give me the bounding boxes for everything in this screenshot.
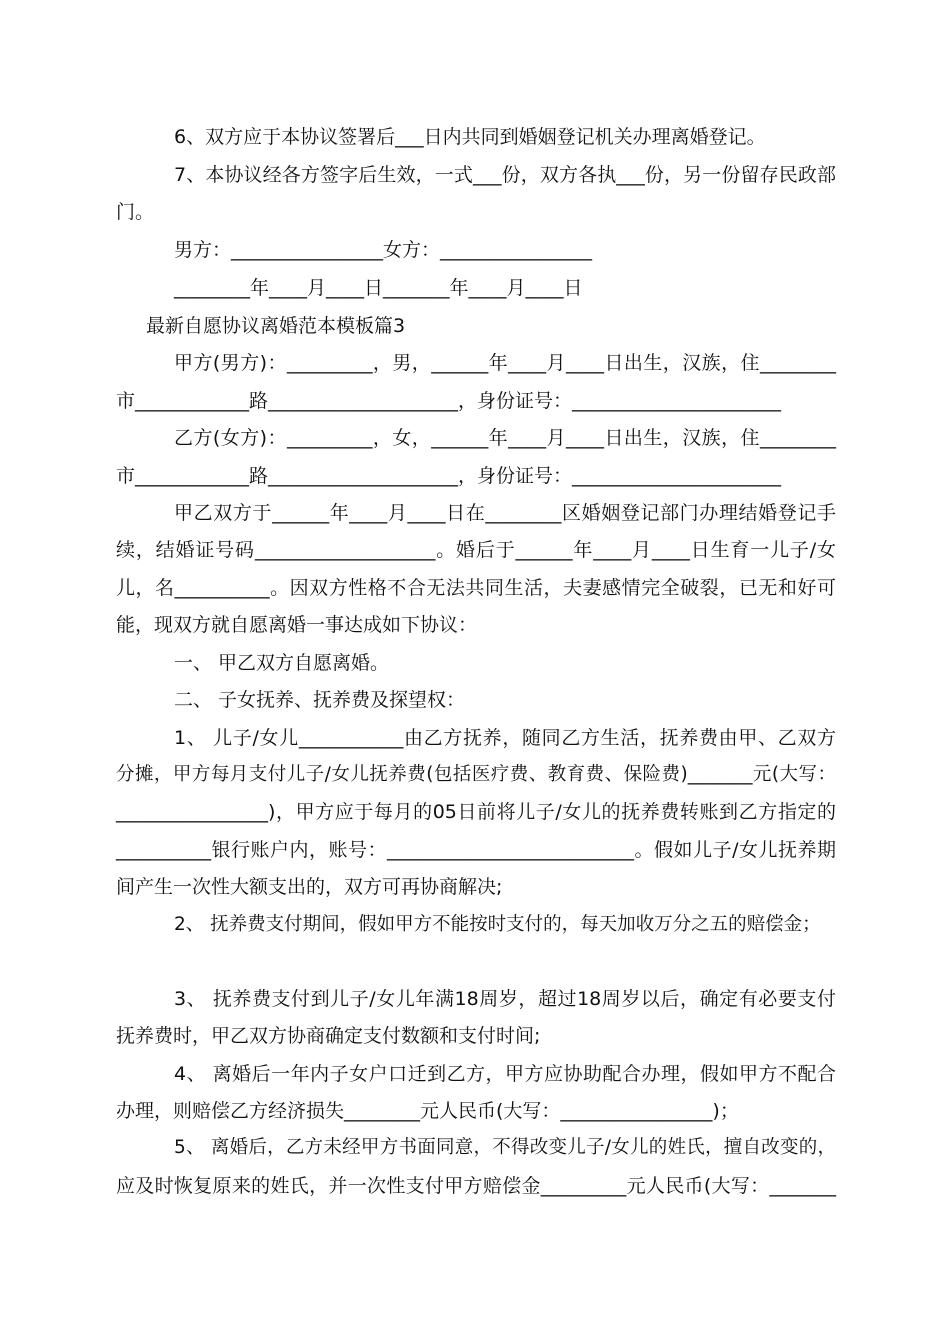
clause-7-line-1: 7、本协议经各方签字后生效，一式___份，双方各执___份，另一份留存民政部 [174, 164, 836, 186]
party-a-line-1: 甲方(男方)：_________，男，______年____月____日出生，汉族，住________ [174, 352, 836, 374]
subitem-4-line-2: 办理，则赔偿乙方经济损失________元人民币(大写：________________)； [116, 1100, 739, 1122]
item-2: 二、 子女抚养、抚养费及探望权： [174, 689, 466, 711]
subitem-3-line-1: 3、 抚养费支付到儿子/女儿年满18周岁，超过18周岁以后，确定有必要支付 [174, 988, 836, 1010]
subitem-3-line-2: 抚养费时，甲乙双方协商确定支付数额和支付时间; [116, 1025, 541, 1047]
marriage-paragraph-line-1: 甲乙双方于______年____月____日在________区婚姻登记部门办理结婚登记手 [174, 502, 836, 524]
clause-7-line-2: 门。 [116, 201, 155, 223]
marriage-paragraph-line-2: 续，结婚证号码___________________。婚后于______年____月____日生育一儿子/女 [116, 539, 836, 561]
subitem-1-line-1: 1、 儿子/女儿___________由乙方抚养，随同乙方生活，抚养费由甲、乙双方 [174, 727, 836, 749]
subitem-4-line-1: 4、 离婚后一年内子女户口迁到乙方，甲方应协助配合办理，假如甲方不配合 [174, 1063, 836, 1085]
date-line: ________年____月____日_______年____月____日 [174, 277, 583, 299]
signature-line: 男方：________________女方：________________ [174, 239, 593, 261]
section-title: 最新自愿协议离婚范本模板篇3 [146, 315, 406, 337]
party-a-line-2: 市____________路____________________，身份证号：______________________ [116, 390, 782, 412]
item-1: 一、 甲乙双方自愿离婚。 [174, 652, 390, 674]
clause-6: 6、双方应于本协议签署后___日内共同到婚姻登记机关办理离婚登记。 [174, 126, 766, 148]
marriage-paragraph-line-4: 能，现双方就自愿离婚一事达成如下协议： [116, 614, 478, 636]
subitem-1-line-4: __________银行账户内，账号：__________________________。假如儿子/女儿抚养期 [116, 839, 836, 861]
subitem-2: 2、 抚养费支付期间，假如甲方不能按时支付的，每天加收万分之五的赔偿金； [174, 914, 821, 935]
subitem-5-line-2: 应及时恢复原来的姓氏，并一次性支付甲方赔偿金_________元人民币(大写：_______ [116, 1175, 836, 1197]
party-b-line-1: 乙方(女方)：_________，女，______年____月____日出生，汉族，住________ [174, 427, 836, 449]
marriage-paragraph-line-3: 儿，名__________。因双方性格不合无法共同生活，夫妻感情完全破裂，已无和好可 [116, 577, 836, 599]
subitem-1-line-3: ________________)，甲方应于每月的05日前将儿子/女儿的抚养费转账到乙方指定的 [116, 801, 836, 823]
subitem-1-line-5: 间产生一次性大额支出的，双方可再协商解决; [116, 876, 503, 898]
subitem-5-line-1: 5、 离婚后，乙方未经甲方书面同意，不得改变儿子/女儿的姓氏，擅自改变的， [174, 1137, 836, 1158]
party-b-line-2: 市____________路____________________，身份证号：______________________ [116, 465, 782, 487]
subitem-1-line-2: 分摊，甲方每月支付儿子/女儿抚养费(包括医疗费、教育费、保险费)_______元(大写： [116, 764, 836, 785]
